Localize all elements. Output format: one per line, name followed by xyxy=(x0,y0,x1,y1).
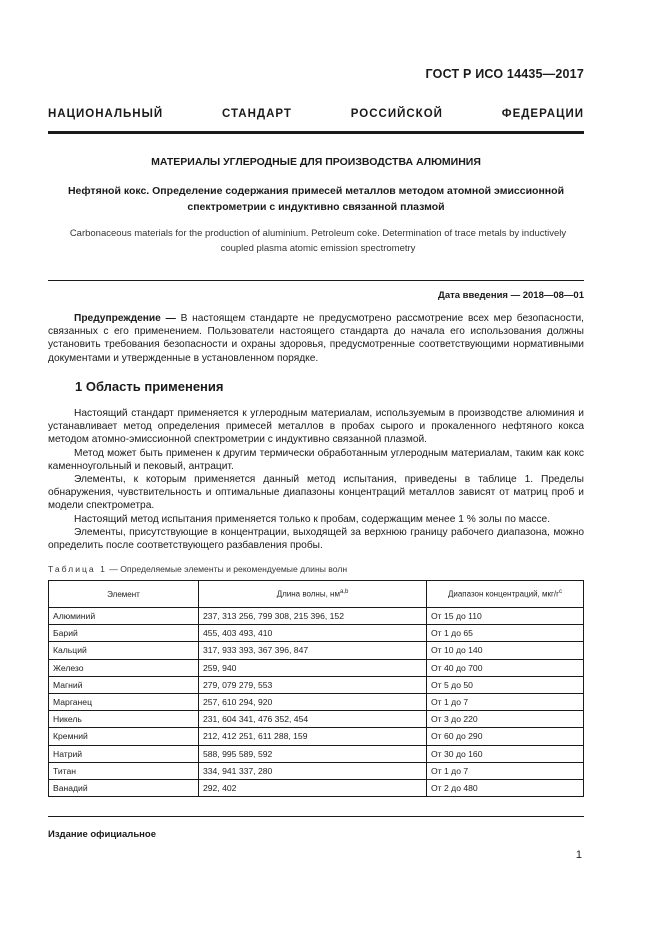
element-cell: Ванадий xyxy=(49,779,199,796)
element-cell: Барий xyxy=(49,625,199,642)
table-row xyxy=(49,659,584,676)
wavelength-cell: 212, 412 251, 611 288, 159 xyxy=(199,728,427,745)
range-cell: От 10 до 140 xyxy=(427,642,584,659)
range-cell: От 1 до 7 xyxy=(427,762,584,779)
table-header-row xyxy=(49,581,584,608)
element-cell: Железо xyxy=(49,659,199,676)
table-row xyxy=(49,711,584,728)
page-number: 1 xyxy=(575,849,582,861)
table-row xyxy=(49,642,584,659)
footer-divider xyxy=(48,816,584,817)
paragraph: Настоящий метод испытания применяется только к пробам, содержащим менее 1 % золы по массе. xyxy=(74,513,551,525)
wavelength-cell: 588, 995 589, 592 xyxy=(199,745,427,762)
element-cell: Магний xyxy=(49,676,199,693)
element-cell: Никель xyxy=(49,711,199,728)
range-cell: От 1 до 65 xyxy=(427,625,584,642)
table-row xyxy=(49,608,584,625)
wavelength-cell: 237, 313 256, 799 308, 215 396, 152 xyxy=(199,608,427,625)
official-edition: Издание официальное xyxy=(48,829,156,840)
wavelength-cell: 455, 403 493, 410 xyxy=(199,625,427,642)
range-cell: От 60 до 290 xyxy=(427,728,584,745)
element-cell: Алюминий xyxy=(49,608,199,625)
wavelength-cell: 334, 941 337, 280 xyxy=(199,762,427,779)
wavelength-cell: 231, 604 341, 476 352, 454 xyxy=(199,711,427,728)
wavelength-cell: 292, 402 xyxy=(199,779,427,796)
table-caption-text: — Определяемые элементы и рекомендуемые длины волн xyxy=(106,564,348,574)
range-cell: От 40 до 700 xyxy=(427,659,584,676)
range-cell: От 15 до 110 xyxy=(427,608,584,625)
document-subtitle: Нефтяной кокс. Определение содержания примесей металлов методом атомной эмиссионной спектрометрии с индуктивно связанной плазмой xyxy=(67,185,565,213)
element-cell: Кальций xyxy=(49,642,199,659)
wavelength-cell: 317, 933 393, 367 396, 847 xyxy=(199,642,427,659)
wavelength-cell: 259, 940 xyxy=(199,659,427,676)
standard-designation: ГОСТ Р ИСО 14435—2017 xyxy=(425,67,584,81)
paragraph: Элементы, присутствующие в концентрации, выходящей за верхнюю границу рабочего диапазона, можно определить после соответствующего разбавления пробы. xyxy=(48,526,584,552)
range-cell: От 3 до 220 xyxy=(427,711,584,728)
table-row xyxy=(49,745,584,762)
header-range: Диапазон концентраций, мкг/$г^c$ xyxy=(427,581,584,608)
wavelength-cell: 279, 079 279, 553 xyxy=(199,676,427,693)
warning-text: В настоящем стандарте не предусмотрено рассмотрение всех мер безопасности, связанных с его применением. Пользователи настоящего стандарта до начала его использования должны установить требования безопасности и охраны здоровья, предусмотренные соответствующими нормативными документами и утвержденные в установленном порядке. xyxy=(48,313,585,364)
table-row xyxy=(49,779,584,796)
element-cell: Титан xyxy=(49,762,199,779)
table-caption xyxy=(48,564,347,574)
elements-table xyxy=(48,580,584,797)
table-row xyxy=(49,762,584,779)
national-standard-heading: НАЦИОНАЛЬНЫЙ СТАНДАРТ РОССИЙСКОЙ ФЕДЕРАЦИИ xyxy=(48,108,584,120)
range-cell: От 30 до 160 xyxy=(427,745,584,762)
introduction-date: Дата введения — 2018—08—01 xyxy=(438,290,584,301)
title-divider xyxy=(48,280,584,281)
warning-label: Предупреждение — xyxy=(74,313,176,324)
range-cell: От 5 до 50 xyxy=(427,676,584,693)
section-body xyxy=(48,407,584,552)
section-heading: 1 Область применения xyxy=(75,379,224,394)
header-wavelength: Длина волны, нм$^{a,b}$ xyxy=(199,581,427,608)
header-divider xyxy=(48,131,584,134)
table-row xyxy=(49,625,584,642)
header-element: Элемент xyxy=(49,581,199,608)
table-row xyxy=(49,676,584,693)
table-row xyxy=(49,693,584,710)
paragraph: Элементы, к которым применяется данный метод испытания, приведены в таблице 1. Пределы обнаружения, чувствительность и оптимальные диапазоны концентраций металлов зависят от матриц проб и модели спектрометра. xyxy=(48,474,584,512)
paragraph: Настоящий стандарт применяется к углеродным материалам, используемым в производстве алюминия и устанавливает метод определения примесей металлов в пробах сырого и прокаленного нефтяного кокса методом атомно-эмиссионной спектрометрии с индуктивно связанной плазмой. xyxy=(48,408,584,446)
range-cell: От 2 до 480 xyxy=(427,779,584,796)
element-cell: Кремний xyxy=(49,728,199,745)
document-title-english: Carbonaceous materials for the production of aluminium. Petroleum coke. Determination of trace metals by inductively coupled plasma atomic emission spectrometry xyxy=(69,228,567,254)
paragraph: Метод может быть применен к другим термически обработанным углеродным материалам, таким как кокс каменноугольный и пековый, антрацит. xyxy=(48,447,584,472)
warning-block xyxy=(48,312,584,365)
document-title: МАТЕРИАЛЫ УГЛЕРОДНЫЕ ДЛЯ ПРОИЗВОДСТВА АЛЮМИНИЯ xyxy=(151,156,481,168)
element-cell: Марганец xyxy=(49,693,199,710)
table-caption-label: Таблица 1 xyxy=(48,564,107,574)
range-cell: От 1 до 7 xyxy=(427,693,584,710)
wavelength-cell: 257, 610 294, 920 xyxy=(199,693,427,710)
element-cell: Натрий xyxy=(49,745,199,762)
table-row xyxy=(49,728,584,745)
